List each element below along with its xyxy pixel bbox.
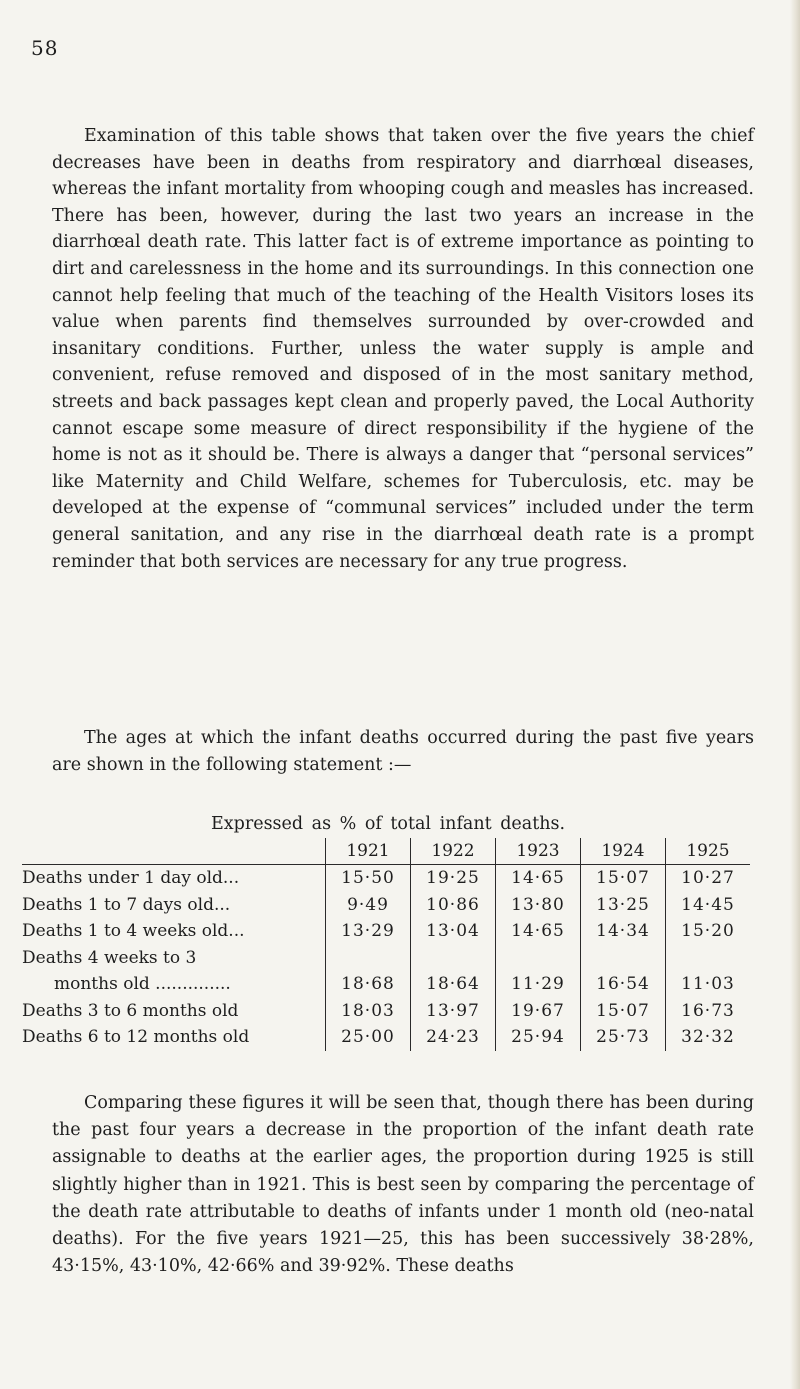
table-row-6-to-12-months <box>22 1024 750 1051</box>
table-row-under-1-day <box>22 865 750 892</box>
cell-value: 14·34 <box>581 918 666 945</box>
cell-empty <box>666 945 751 972</box>
year-header-1924: 1924 <box>581 838 666 865</box>
row-label: Deaths 1 to 7 days old... <box>22 894 231 915</box>
cell-value: 14·65 <box>496 865 581 892</box>
paragraph-comparing: Comparing these figures it will be seen that, though there has been during the past four years a decrease in the proportion of the infant death rate assignable to deaths at the earlier ages, the proportion during 1925 is still slightly higher than in 1921. This is best seen by comparing the percentage of the death rate attributable to deaths of infants under 1 month old (neo-natal deaths). For the five years 1921—25, this has been successively 38·28%, 43·15%, 43·10%, 42·66% and 39·92%. These deaths <box>52 1093 754 1277</box>
table-row-3-to-6-months <box>22 998 750 1025</box>
year-header-1923: 1923 <box>496 838 581 865</box>
cell-value: 13·97 <box>411 998 496 1025</box>
row-label: Deaths 6 to 12 months old <box>22 1027 250 1048</box>
cell-value: 11·03 <box>666 971 751 998</box>
row-label: Deaths 1 to 4 weeks old... <box>22 921 245 942</box>
cell-value: 16·73 <box>666 998 751 1025</box>
cell-value: 15·07 <box>581 998 666 1025</box>
year-header-1921: 1921 <box>326 838 411 865</box>
cell-value: 9·49 <box>326 892 411 919</box>
cell-value: 15·20 <box>666 918 751 945</box>
row-label: Deaths 3 to 6 months old <box>22 1000 239 1021</box>
table-row-4-weeks-to-3-months <box>22 971 750 998</box>
cell-value: 10·27 <box>666 865 751 892</box>
cell-value: 18·03 <box>326 998 411 1025</box>
cell-value: 14·65 <box>496 918 581 945</box>
cell-value: 13·25 <box>581 892 666 919</box>
cell-value: 10·86 <box>411 892 496 919</box>
paragraph-ages-intro: The ages at which the infant deaths occurred during the past five years are shown in the following statement :— <box>52 728 754 775</box>
table-row-1-to-4-weeks <box>22 918 750 945</box>
year-header-1922: 1922 <box>411 838 496 865</box>
row-label: Deaths under 1 day old... <box>22 868 240 889</box>
cell-value: 32·32 <box>666 1024 751 1051</box>
cell-empty <box>411 945 496 972</box>
table-row-4-weeks-to-3-months-label <box>22 945 750 972</box>
cell-empty <box>326 945 411 972</box>
cell-value: 19·25 <box>411 865 496 892</box>
cell-value: 25·73 <box>581 1024 666 1051</box>
table-row-1-to-7-days <box>22 892 750 919</box>
cell-value: 13·80 <box>496 892 581 919</box>
cell-value: 19·67 <box>496 998 581 1025</box>
cell-value: 11·29 <box>496 971 581 998</box>
cell-value: 15·07 <box>581 865 666 892</box>
cell-value: 14·45 <box>666 892 751 919</box>
cell-empty <box>496 945 581 972</box>
cell-value: 24·23 <box>411 1024 496 1051</box>
table-header-row <box>22 838 750 865</box>
table-corner-cell <box>22 838 326 865</box>
cell-value: 18·68 <box>326 971 411 998</box>
page-number: 58 <box>31 36 59 60</box>
paragraph-examination: Examination of this table shows that taken over the five years the chief decreases have been in deaths from respiratory and diarrhœal diseases, whereas the infant mortality from whooping cough and measles has increased. There has been, however, during the last two years an increase in the diarrhœal death rate. This latter fact is of extreme importance as pointing to dirt and carelessness in the home and its surroundings. In this connection one cannot help feeling that much of the teaching of the Health Visitors loses its value when parents find themselves surrounded by over-crowded and insanitary conditions. Further, unless the water supply is ample and convenient, refuse removed and disposed of in the most sanitary method, streets and back passages kept clean and properly paved, the Local Authority cannot escape some measure of direct responsibility if the hygiene of the home is not as it should be. There is always a danger that “personal services” like Maternity and Child Welfare, schemes for Tuberculosis, etc. may be developed at the expense of “communal services” included under the term general sanitation, and any rise in the diarrhœal death rate is a prompt reminder that both services are necessary for any true progress. <box>52 126 754 572</box>
page-edge-shadow <box>790 0 800 1389</box>
cell-value: 25·00 <box>326 1024 411 1051</box>
cell-empty <box>581 945 666 972</box>
infant-deaths-age-table <box>22 838 750 1051</box>
year-header-1925: 1925 <box>666 838 751 865</box>
cell-value: 25·94 <box>496 1024 581 1051</box>
cell-value: 15·50 <box>326 865 411 892</box>
cell-value: 16·54 <box>581 971 666 998</box>
table-caption: Expressed as % of total infant deaths. <box>211 814 566 834</box>
cell-value: 13·29 <box>326 918 411 945</box>
cell-value: 13·04 <box>411 918 496 945</box>
row-label: Deaths 4 weeks to 3 <box>22 947 197 968</box>
row-label-continued: months old .............. <box>54 974 231 995</box>
cell-value: 18·64 <box>411 971 496 998</box>
